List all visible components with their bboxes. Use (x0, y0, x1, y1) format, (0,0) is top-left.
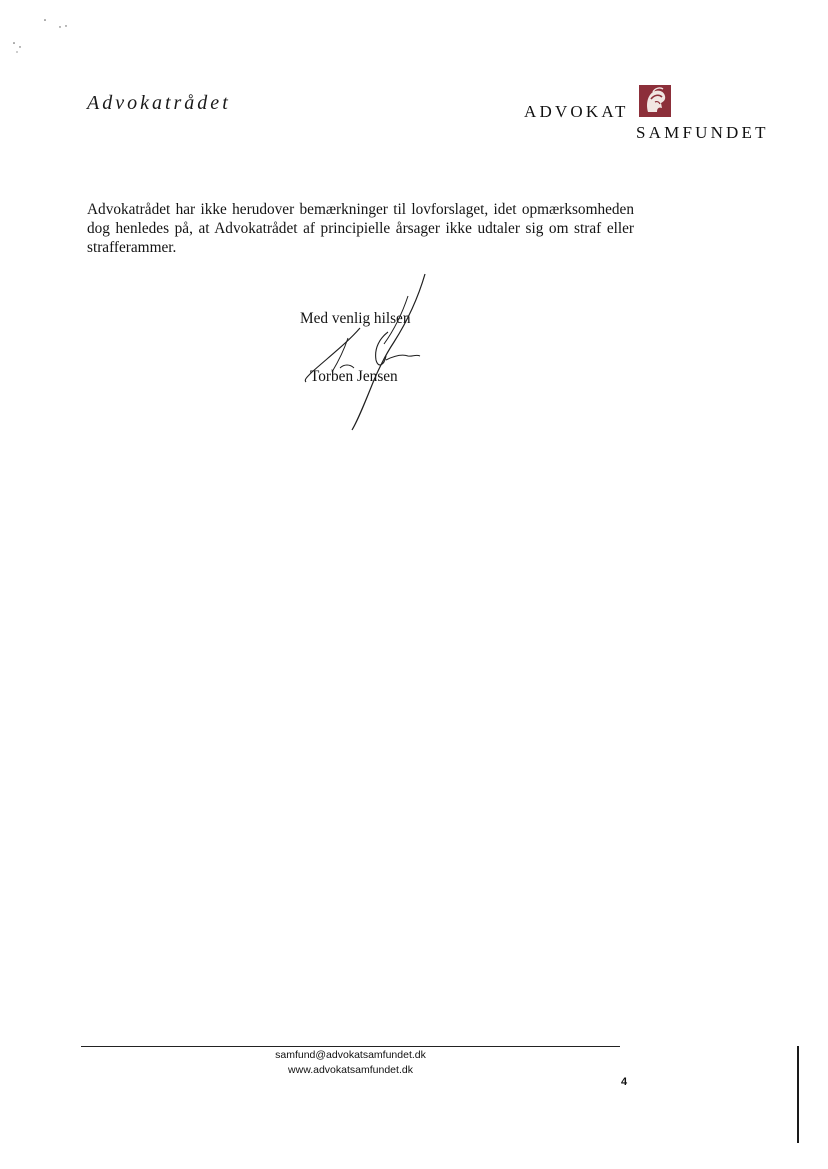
scan-edge-mark (797, 1046, 799, 1143)
closing-salutation: Med venlig hilsen (300, 310, 411, 327)
logo-word-advokat: ADVOKAT (524, 102, 629, 121)
council-title: Advokatrådet (87, 92, 231, 114)
scan-specks (0, 0, 100, 70)
footer-email[interactable]: samfund@advokatsamfundet.dk (275, 1049, 426, 1061)
logo-word-samfundet: SAMFUNDET (636, 123, 769, 142)
classical-helmet-icon (639, 85, 671, 117)
advokatsamfundet-logo (522, 84, 792, 144)
page-number: 4 (621, 1076, 628, 1088)
handwritten-signature (290, 268, 450, 438)
signer-name: Torben Jensen (310, 368, 398, 385)
letter-paragraph: Advokatrådet har ikke herudover bemærkninger til lovforslaget, idet opmærksomheden dog henledes på, at Advokatrådet af principielle årsager ikke udtaler sig om straf eller strafferammer. (87, 201, 634, 256)
footer-website[interactable]: www.advokatsamfundet.dk (288, 1064, 413, 1076)
footer-divider (81, 1046, 620, 1047)
